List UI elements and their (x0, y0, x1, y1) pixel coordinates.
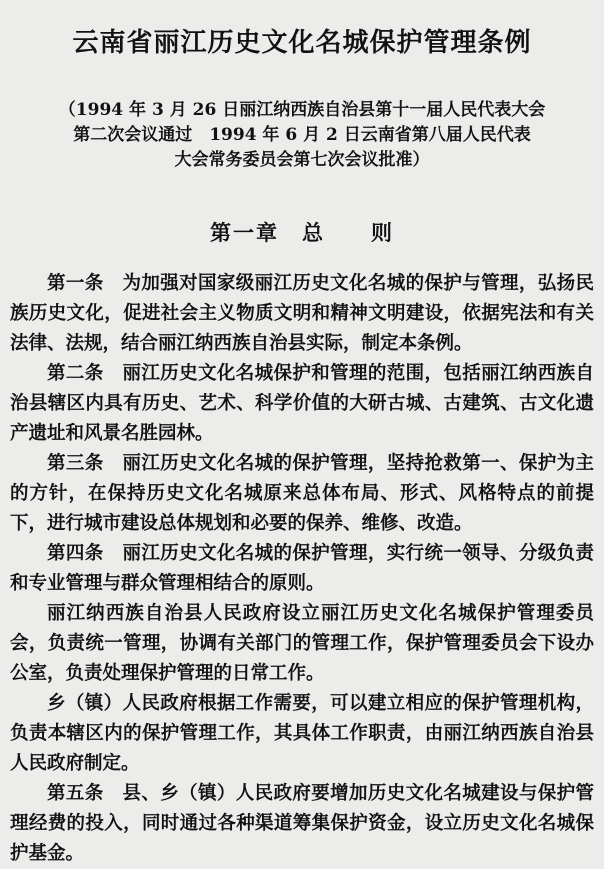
document-title: 云南省丽江历史文化名城保护管理条例 (72, 28, 532, 58)
article-1-paragraph: 第一条 为加强对国家级丽江历史文化名城的保护与管理，弘扬民族历史文化，促进社会主义物质文明和精神文明建设，依据宪法和有关法律、法规，结合丽江纳西族自治县实际，制定本条例。 (10, 273, 594, 354)
chapter-heading: 第一章 总 则 (210, 220, 394, 245)
township-paragraph: 乡（镇）人民政府根据工作需要，可以建立相应的保护管理机构，负责本辖区内的保护管理工作，其具体工作职责，由丽江纳西族自治县人民政府制定。 (10, 693, 594, 774)
document-body (10, 269, 594, 869)
article-5-paragraph: 第五条 县、乡（镇）人民政府要增加历史文化名城建设与保护管理经费的投入，同时通过各种渠道筹集保护资金，设立历史文化名城保护基金。 (10, 783, 594, 864)
adoption-note-line: 第二次会议通过 1994 年 6 月 2 日云南省第八届人民代表 (73, 125, 531, 145)
committee-paragraph: 丽江纳西族自治县人民政府设立丽江历史文化名城保护管理委员会，负责统一管理，协调有关部门的管理工作，保护管理委员会下设办公室，负责处理保护管理的日常工作。 (10, 603, 594, 684)
article-2-paragraph: 第二条 丽江历史文化名城保护和管理的范围，包括丽江纳西族自治县辖区内具有历史、艺术、科学价值的大研古城、古建筑、古文化遗产遗址和风景名胜园林。 (10, 363, 594, 444)
adoption-note-line: （1994 年 3 月 26 日丽江纳西族自治县第十一届人民代表大会 (58, 100, 546, 120)
article-4-paragraph: 第四条 丽江历史文化名城的保护管理，实行统一领导、分级负责和专业管理与群众管理相结合的原则。 (10, 543, 594, 594)
adoption-note-line: 大会常务委员会第七次会议批准） (174, 150, 430, 170)
article-3-paragraph: 第三条 丽江历史文化名城的保护管理，坚持抢救第一、保护为主的方针，在保持历史文化名城原来总体布局、形式、风格特点的前提下，进行城市建设总体规划和必要的保养、维修、改造。 (10, 453, 594, 534)
adoption-note (10, 98, 594, 173)
